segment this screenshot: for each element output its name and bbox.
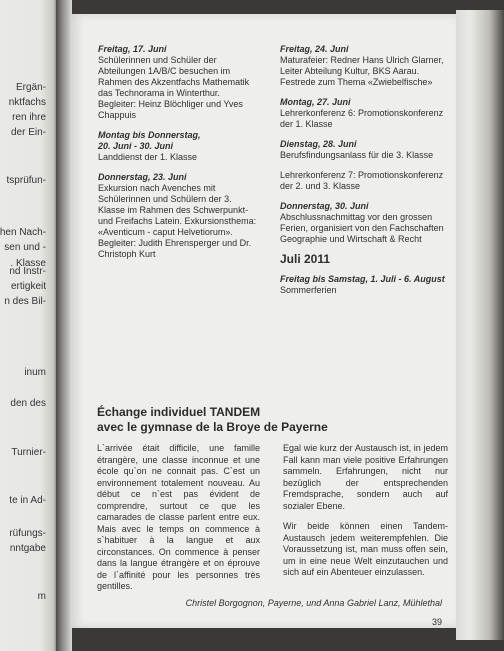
schedule-entry — [280, 201, 448, 245]
entry-text: Abschlussnachmittag vor den grossen Ferien, organisiert von den Fachschaften Geographie und Wirtschaft & Recht — [280, 212, 444, 244]
schedule-entry — [280, 139, 448, 161]
schedule-right-column — [280, 44, 448, 305]
page-edge — [456, 10, 504, 640]
schedule-entry — [280, 170, 448, 192]
schedule-entry — [280, 97, 448, 130]
left-page-fragment: tsprüfun- — [6, 175, 46, 186]
right-page — [70, 14, 456, 628]
article-paragraph: L`arrivée était difficile, une famille étrangère, une classe inconnue et une école qu`on ne connait pas. C`est un environnement totalement nouveau. Au début ce n`est pas évident de comprendre, surtout ce que les camarades de classe parlent entre eux. Mais avec le temps on commence à s`habituer à la langue et aux circonstances. On commence à penser dans la langue étrangère et on éprouve de l`affinité pour les personnes très gentilles. — [97, 443, 260, 591]
entry-text: Schülerinnen und Schüler der Abteilungen 1A/B/C besuchen im Rahmen des Akzentfachs Mathematik das Technorama in Winterthur. Begleiter: Heinz Blöchliger und Yves Chappuis — [98, 55, 250, 120]
left-page-fragment: nd Instr- — [9, 266, 46, 277]
article-signature: Christel Borgognon, Payerne, und Anna Gabriel Lanz, Mühlethal — [185, 598, 442, 608]
article-title-line: avec le gymnase de la Broye de Payerne — [97, 420, 328, 434]
left-page-fragment: inum — [24, 367, 46, 378]
left-page-fragment: . Klasse — [10, 258, 46, 269]
article-title — [97, 405, 427, 435]
schedule-left-column — [98, 44, 258, 269]
entry-text: Lehrerkonferenz 7: Promotionskonferenz der 2. und 3. Klasse — [280, 170, 444, 191]
entry-date: Montag bis Donnerstag, 20. Juni - 30. Juni — [98, 130, 201, 151]
schedule-entry — [98, 44, 258, 121]
left-page-fragment: m — [37, 591, 46, 602]
entry-date: Freitag, 17. Juni — [98, 44, 167, 54]
article-column-french — [97, 443, 260, 602]
entry-date: Donnerstag, 23. Juni — [98, 172, 187, 182]
left-page-fragment: sen und - — [4, 242, 46, 253]
left-page-fragment: der Ein- — [10, 127, 46, 138]
entry-date: Freitag, 24. Juni — [280, 44, 349, 54]
article-column-german — [283, 443, 448, 588]
entry-text: Landdienst der 1. Klasse — [98, 152, 198, 162]
article-title-line: Échange individuel TANDEM — [97, 405, 261, 419]
entry-text: Berufsfindungsanlass für die 3. Klasse — [280, 150, 434, 160]
entry-text: Maturafeier: Redner Hans Ulrich Glarner, Leiter Abteilung Kultur, BKS Aarau. Festrede zum Thema «Zwiebelfische» — [280, 55, 444, 87]
entry-text: Exkursion nach Avenches mit Schülerinnen und Schülern der 3. Klasse im Rahmen des Schwerpunkt- und Freifachs Latein. Exkursionsthema: «Aventicum - caput Helvetiorum». Begleiter: Judith Ehrensperger und Dr. Christoph Kurt — [98, 183, 257, 259]
left-page-fragment: nktfachs — [8, 97, 46, 108]
left-page-fragment: nntgabe — [9, 543, 46, 554]
left-page-fragment: ertigkeit — [10, 281, 46, 292]
page-number: 39 — [431, 617, 442, 627]
entry-date: Freitag bis Samstag, 1. Juli - 6. August — [280, 274, 445, 284]
schedule-entry — [280, 274, 448, 296]
left-page-fragment: den des — [10, 398, 46, 409]
entry-text: Lehrerkonferenz 6: Promotionskonferenz der 1. Klasse — [280, 108, 444, 129]
left-page-fragment: te in Ad- — [9, 495, 46, 506]
article-paragraph: Wir beide können einen Tandem-Austausch jedem weiterempfehlen. Die Voraussetzung ist, man muss offen sein, um in eine neue Welt einzutauchen und sich auf ein Abenteuer einzulassen. — [283, 521, 448, 577]
left-page-fragment: hen Nach- — [0, 227, 46, 238]
schedule-entry — [280, 44, 448, 88]
entry-date: Montag, 27. Juni — [280, 97, 351, 107]
left-page-fragment: Turnier- — [11, 447, 46, 458]
entry-date: Dienstag, 28. Juni — [280, 139, 357, 149]
article-paragraph: Egal wie kurz der Austausch ist, in jedem Fall kann man viele positive Erfahrungen sammeln. Erfahrungen, nicht nur bezüglich der entsprechenden Fremdsprache, sondern auch auf sozialer Ebene. — [283, 443, 448, 511]
left-page — [0, 0, 58, 651]
schedule-entry — [98, 172, 258, 260]
left-page-fragment: ren ihre — [12, 112, 46, 123]
entry-text: Sommerferien — [280, 285, 337, 295]
left-page-fragment: rüfungs- — [9, 528, 46, 539]
entry-date: Donnerstag, 30. Juni — [280, 201, 369, 211]
month-heading: Juli 2011 — [280, 252, 331, 266]
left-page-fragment: Ergän- — [15, 82, 46, 93]
schedule-entry — [98, 130, 258, 163]
left-page-fragment: n des Bil- — [4, 296, 46, 307]
